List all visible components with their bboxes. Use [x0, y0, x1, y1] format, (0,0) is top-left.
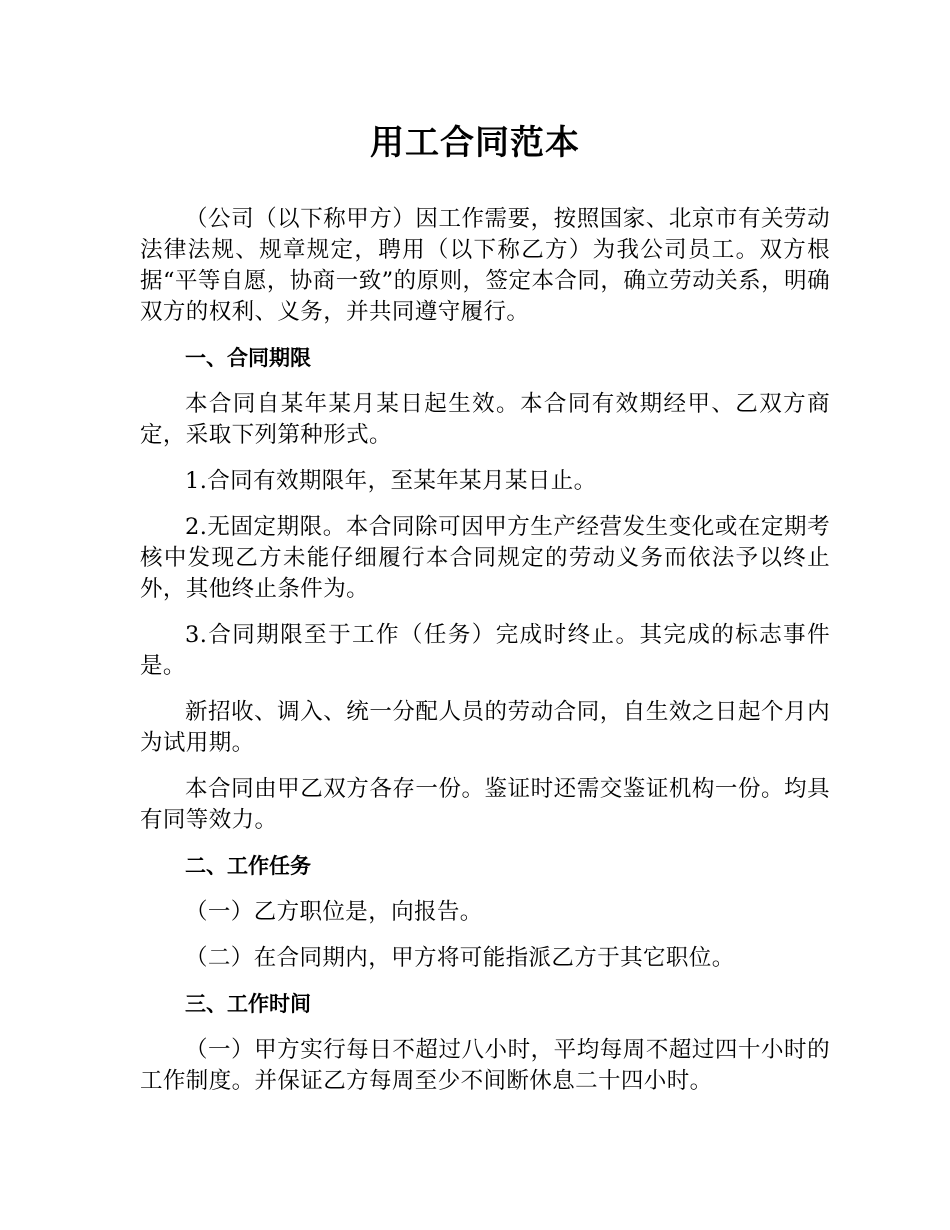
contract-term-item-1: 1.合同有效期限年，至某年某月某日止。 — [185, 468, 597, 494]
section-heading-job-duties: 二、工作任务 — [185, 854, 311, 878]
intro-paragraph: （公司（以下称甲方）因工作需要，按照国家、北京市有关劳动法律法规、规章规定，聘用（以下称乙方）为我公司员工。双方根据“平等自愿，协商一致”的原则，签定本合同，确立劳动关系，明确双方的权利、义务，并共同遵守履行。 — [140, 206, 830, 325]
job-duties-item-1: （一）乙方职位是，向报告。 — [185, 899, 483, 925]
contract-term-paragraph: 本合同自某年某月某日起生效。本合同有效期经甲、乙双方商定，采取下列第种形式。 — [140, 391, 830, 448]
job-duties-item-2: （二）在合同期内，甲方将可能指派乙方于其它职位。 — [185, 945, 735, 971]
copies-paragraph: 本合同由甲乙双方各存一份。鉴证时还需交鉴证机构一份。均具有同等效力。 — [140, 776, 830, 833]
section-heading-contract-term: 一、合同期限 — [185, 346, 311, 370]
document-title: 用工合同范本 — [370, 123, 580, 163]
contract-term-item-3: 3.合同期限至于工作（任务）完成时终止。其完成的标志事件是。 — [140, 622, 830, 679]
working-hours-item-1: （一）甲方实行每日不超过八小时，平均每周不超过四十小时的工作制度。并保证乙方每周至少不间断休息二十四小时。 — [140, 1037, 830, 1094]
probation-paragraph: 新招收、调入、统一分配人员的劳动合同，自生效之日起个月内为试用期。 — [140, 699, 830, 756]
document-body — [140, 204, 830, 1112]
section-heading-working-hours: 三、工作时间 — [185, 992, 311, 1016]
contract-term-item-2: 2.无固定期限。本合同除可因甲方生产经营发生变化或在定期考核中发现乙方未能仔细履行本合同规定的劳动义务而依法予以终止外，其他终止条件为。 — [140, 514, 830, 602]
